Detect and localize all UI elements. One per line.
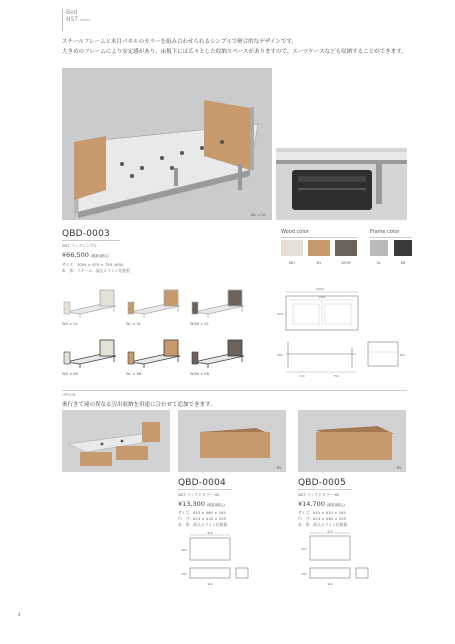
variant-grid [62,284,252,380]
bed-illustration [62,68,272,220]
variant-label: WL × GL [126,322,142,326]
category-title [66,9,90,24]
dim-side-depth: 970 [277,313,283,316]
drawer-45-illustration [178,410,286,472]
product-spec-body: 本 体：スチール、高圧メラミン化粧板 [62,268,130,273]
drawer-60-dim-d: 614 [301,548,307,551]
swatch-wh [281,240,303,256]
drawer-45-spec-inner: 内 寸：874 × 432 × 255 [178,516,227,521]
series-sub-label: series [79,18,91,22]
header-rule [62,9,63,31]
drawer-45-price-value: ¥13,300 [178,500,205,508]
product-code: QBD-0003 [62,229,110,239]
variant-bed-icon [190,284,248,318]
drawer-45-drawing [178,530,258,588]
drawer-45-name: NST ベッドドロワー 45 [178,492,220,497]
variant-thumb [62,284,120,326]
drawer-45-dim-w2: 910 [207,583,213,586]
swatch-label-wl: WL [316,261,322,265]
variant-label: WH × KB [62,372,78,376]
option-lead: 奥行きで違の異なる引出収納を用途に合わせて追加できます。 [62,402,216,408]
drawer-60-rule [298,489,352,490]
drawer-60-spec-body: 本 体：高圧メラミン化粧板 [298,522,348,527]
swatch-kb [394,240,412,256]
intro-line-2: 大きめのフレームにより安定感があり、床板下には広々とした収納スペースがありますので、スーツケースなども収納することができます。 [62,49,407,55]
variant-thumb [126,334,184,376]
drawer-45-price [178,500,225,508]
swatch-label-gl: GL [376,261,382,265]
product-price-value: ¥66,500 [62,251,89,259]
variant-bed-icon [126,334,184,368]
drawer-60-dim-w2: 910 [327,583,333,586]
option-heading: OPTION [62,393,76,397]
series-label: NST [66,16,78,23]
frame-color-title: Frame color [370,229,400,235]
swatch-label-wh: WH [288,261,296,265]
drawer-60-dim-w: 874 [327,530,333,534]
intro-text [62,37,407,57]
variant-thumb [126,284,184,326]
bed-drawing-svg [276,282,407,382]
variant-bed-icon [126,284,184,318]
drawer-45-dim-d: 460 [181,549,187,552]
drawer-45-drawing-svg [178,530,258,588]
product-price-tax: (税抜)(税込) [90,254,109,258]
drawer-60-illustration [298,410,406,472]
variant-label: WL × KB [126,372,142,376]
dim-front-h2: 710 [299,375,305,378]
drawer-45-caption: WL [276,466,282,470]
drawer-60-photo [298,410,406,472]
variant-thumb [62,334,120,376]
dim-top-width: 2004 [316,287,324,291]
drawer-45-spec-size: サイズ：910 × 460 × 345 [178,510,226,515]
product-spec-size: サイズ：2004 × 970 × 750 (400) [62,262,124,267]
bed-drawers-illustration [62,410,170,472]
drawer-45-dim-w: 870 [207,532,213,535]
drawer-60-price-value: ¥14,700 [298,500,325,508]
drawer-60-dim-h: 345 [301,573,307,576]
frame-color-rule [370,237,412,238]
variant-bed-icon [190,334,248,368]
dim-front-w: 400 [399,354,405,357]
option-divider [62,390,407,391]
variant-label: WH × GL [62,322,78,326]
drawer-60-drawing [298,530,378,588]
variant-label: WGM × GL [190,322,210,326]
swatch-wl [308,240,330,256]
variant-bed-icon [62,334,120,368]
swatch-wgm [335,240,357,256]
drawer-45-dim-h: 345 [181,573,187,576]
drawer-45-photo [178,410,286,472]
bed-with-drawers-photo [62,410,170,472]
suitcase-illustration [276,148,407,220]
dim-front-h3: 750 [333,375,339,378]
drawer-60-caption: WL [396,466,402,470]
wood-color-rule [281,237,357,238]
dim-top-inner: 1914 [318,296,326,299]
drawer-60-spec-size: サイズ：910 × 614 × 345 [298,510,346,515]
drawer-60-drawing-svg [298,530,378,588]
variant-label: WGM × KB [190,372,210,376]
drawer-60-spec-inner: 内 寸：874 × 582 × 255 [298,516,347,521]
product-name: NST ベッドシングル [62,243,98,248]
drawer-45-rule [178,489,232,490]
bed-dimension-drawing [276,282,407,382]
storage-detail-photo [276,148,407,220]
swatch-label-kb: KB [400,261,406,265]
swatch-label-wgm: WGM [341,261,351,265]
variant-bed-icon [62,284,120,318]
dim-front-h1: 460 [277,354,283,357]
variant-thumb [190,334,248,376]
product-price [62,251,109,259]
page-number: 4 [18,612,21,617]
wood-color-title: Wood color [281,229,309,235]
main-bed-photo [62,68,272,220]
product-rule [62,240,120,241]
swatch-gl [370,240,388,256]
drawer-60-code: QBD-0005 [298,478,346,488]
drawer-60-name: NST ベッドドロワー 60 [298,492,340,497]
main-photo-caption: WL × GL [250,213,266,217]
drawer-45-price-tax: (税抜)(税込) [206,503,225,507]
drawer-45-spec-body: 本 体：高圧メラミン化粧板 [178,522,228,527]
drawer-45-code: QBD-0004 [178,478,226,488]
intro-line-1: スチールフレームと木目パネルのカラーを組み合わせられるシンプルで軽合的なデザインです。 [62,39,297,45]
drawer-60-price-tax: (税抜)(税込) [326,503,345,507]
category-label: Bed [66,9,78,16]
drawer-60-price [298,500,345,508]
variant-thumb [190,284,248,326]
